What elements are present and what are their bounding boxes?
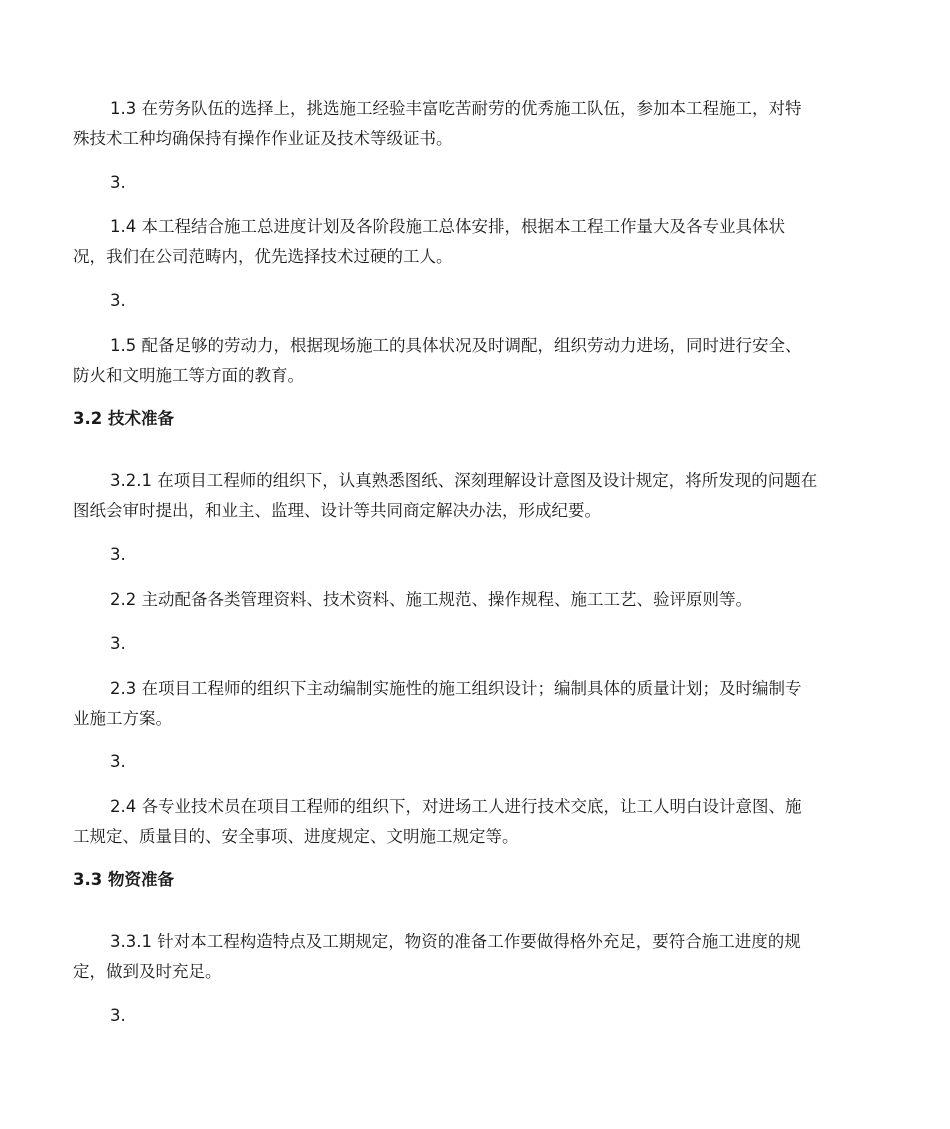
list-number: 3.: [110, 752, 126, 771]
list-number: 3.: [110, 1006, 126, 1025]
section-heading-3-2: 3.2 技术准备: [73, 409, 174, 428]
list-number: 3.: [110, 634, 126, 653]
paragraph-2-4-line-2: 工规定、质量目的、安全事项、进度规定、文明施工规定等。: [73, 827, 519, 846]
paragraph-1-4-line-2: 况，我们在公司范畴内，优先选择技术过硬的工人。: [73, 247, 453, 266]
list-number: 3.: [110, 545, 126, 564]
paragraph-1-5-line-1: 1.5 配备足够的劳动力，根据现场施工的具体状况及时调配，组织劳动力进场，同时进行安全、: [110, 336, 802, 355]
paragraph-3-2-1-line-2: 图纸会审时提出，和业主、监理、设计等共同商定解决办法，形成纪要。: [73, 501, 601, 520]
paragraph-2-2: 2.2 主动配备各类管理资料、技术资料、施工规范、操作规程、施工工艺、验评原则等。: [110, 590, 752, 609]
paragraph-1-4-line-1: 1.4 本工程结合施工总进度计划及各阶段施工总体安排，根据本工程工作量大及各专业具体状: [110, 217, 785, 236]
paragraph-2-4-line-1: 2.4 各专业技术员在项目工程师的组织下，对进场工人进行技术交底，让工人明白设计意图、施: [110, 797, 802, 816]
paragraph-1-3-line-1: 1.3 在劳务队伍的选择上，挑选施工经验丰富吃苦耐劳的优秀施工队伍，参加本工程施工，对特: [110, 99, 802, 118]
paragraph-2-3-line-2: 业施工方案。: [73, 709, 172, 728]
section-heading-3-3: 3.3 物资准备: [73, 870, 174, 889]
paragraph-1-5-line-2: 防火和文明施工等方面的教育。: [73, 366, 304, 385]
paragraph-3-2-1-line-1: 3.2.1 在项目工程师的组织下，认真熟悉图纸、深刻理解设计意图及设计规定，将所发现的问题在: [110, 471, 818, 490]
paragraph-2-3-line-1: 2.3 在项目工程师的组织下主动编制实施性的施工组织设计；编制具体的质量计划；及时编制专: [110, 679, 802, 698]
paragraph-3-3-1-line-1: 3.3.1 针对本工程构造特点及工期规定，物资的准备工作要做得格外充足，要符合施工进度的规: [110, 932, 801, 951]
paragraph-1-3-line-2: 殊技术工种均确保持有操作作业证及技术等级证书。: [73, 129, 453, 148]
paragraph-3-3-1-line-2: 定，做到及时充足。: [73, 962, 222, 981]
list-number: 3.: [110, 173, 126, 192]
list-number: 3.: [110, 291, 126, 310]
